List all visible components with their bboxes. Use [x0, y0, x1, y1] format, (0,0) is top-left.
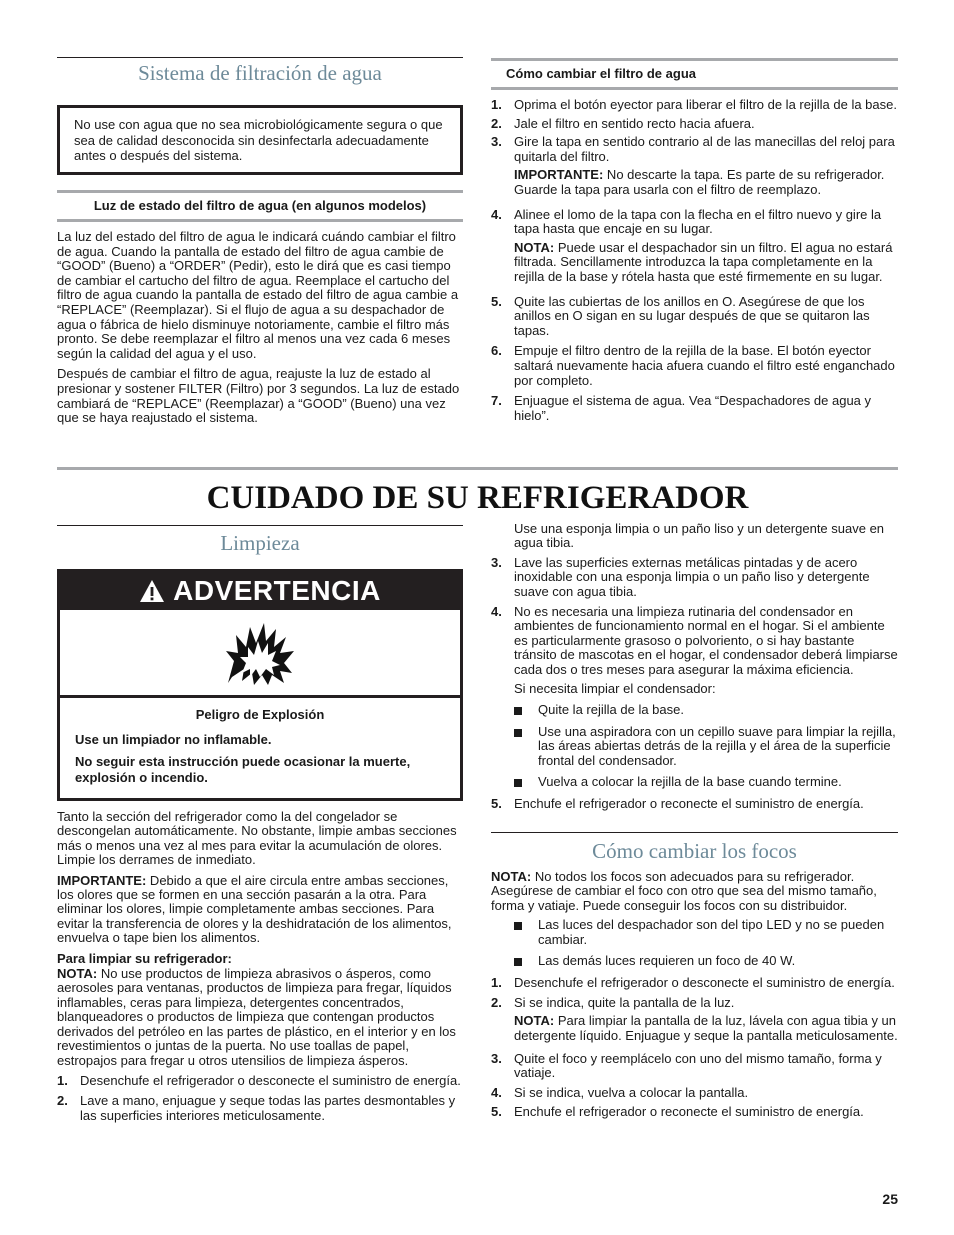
subheading-change-filter: Cómo cambiar el filtro de agua — [506, 66, 696, 81]
limpieza-para-1: Tanto la sección del refrigerador como la del congelador se descongelan automáticamente. No obstante, limpie ambas secciones más o menos una vez al mes para evitar la acumulación de olores. Limpie los derrames de inmediato. — [57, 809, 457, 868]
page-title: CUIDADO DE SU REFRIGERADOR — [206, 480, 749, 516]
step-4-note: NOTA: Puede usar el despachador sin un filtro. El agua no estará filtrada. Sencillamente introduzca la tapa completamente en la rejilla de la base y rótela hasta que esté firmemente en su lugar. — [514, 239, 893, 284]
list-item: 2. Si se indica, quite la pantalla de la luz. — [491, 994, 735, 1010]
gray-rule — [491, 87, 898, 90]
gray-rule — [491, 58, 898, 61]
list-item: 1. Desenchufe el refrigerador o desconecte el suministro de energía. — [491, 975, 895, 991]
list-item: 3. Gire la tapa en sentido contrario al de las manecillas del reloj para quitarla del filtro. — [491, 134, 895, 164]
list-item: Quite la rejilla de la base. — [491, 703, 898, 717]
gray-rule — [57, 219, 463, 222]
explosion-symbol-area — [60, 610, 460, 698]
list-item: 4. Si se indica, vuelva a colocar la pantalla. — [491, 1084, 749, 1100]
focos-note: NOTA: No todos los focos son adecuados para su refrigerador. Asegúrese de cambiar el foco con otro que sea del mismo tamaño, forma y vatiaje. Puede conseguir los focos con su distribuidor. — [491, 869, 877, 913]
warning-word: ADVERTENCIA — [173, 575, 381, 606]
list-item: Use una aspiradora con un cepillo suave para limpiar la rejilla, las áreas abiertas detrás de la rejilla y el área de la superficie frontal del condensador. — [491, 725, 898, 768]
list-item: 6. Empuje el filtro dentro de la rejilla de la base. El botón eyector saltará nuevamente hacia afuera cuando el filtro esté enganchado por completo. — [491, 343, 895, 388]
list-item: 4. Alinee el lomo de la tapa con la flecha en el filtro nuevo y gire la tapa hasta que encaje en su lugar. — [491, 206, 882, 237]
change-filter-steps — [491, 98, 898, 427]
limpieza-note: NOTA: No use productos de limpieza abrasivos o ásperos, como aerosoles para ventanas, productos de limpieza para fregar, líquidos inflamables, ceras para limpieza, detergentes concentrados, blanqueadores o productos de limpieza que contengan productos derivados del petróleo en las partes de plástico, en el interior y en los revestimientos o juntas de la puerta. No use toallas de papel, estropajos para fregar u otros utensilios de limpieza ásperos. — [57, 966, 456, 1068]
gray-rule — [57, 190, 463, 193]
rule-limpieza — [57, 525, 463, 526]
list-item: 5. Quite las cubiertas de los anillos en O. Asegúrese de que los anillos en O sigan en su lugar después de que se quitaron las tapas. — [491, 293, 870, 338]
page-number: 25 — [882, 1191, 898, 1207]
focos-step-2-note: NOTA: Para limpiar la pantalla de la luz, lávela con agua tibia y un detergente líquido. Enjuague y seque la pantalla meticulosamente. — [514, 1013, 898, 1043]
warning-triangle-icon — [139, 579, 165, 603]
filter-light-body — [57, 230, 463, 432]
list-item: 2. Jale el filtro en sentido recto hacia afuera. — [491, 115, 755, 131]
hazard-line-2: No seguir esta instrucción puede ocasionar la muerte, explosión o incendio. — [75, 754, 411, 785]
step-2-continued: Use una esponja limpia o un paño liso y un detergente suave en agua tibia. — [514, 521, 885, 551]
bullet-square — [514, 729, 522, 737]
list-item: Las luces del despachador son del tipo LED y no se pueden cambiar. — [491, 918, 898, 947]
warning-header — [60, 572, 460, 610]
filtration-notice-text: No use con agua que no sea microbiológicamente segura o que sea de calidad desconocida sin desinfectarla adecuadamente antes o después del sistema. — [74, 117, 443, 163]
filtration-notice-box — [57, 105, 463, 175]
list-item: 1. Oprima el botón eyector para liberar el filtro de la rejilla de la base. — [491, 97, 897, 112]
list-item: 5. Enchufe el refrigerador o reconecte el suministro de energía. — [491, 1104, 864, 1120]
hazard-title: Peligro de Explosión — [195, 707, 325, 722]
list-item: 1. Desenchufe el refrigerador o desconecte el suministro de energía. — [57, 1072, 461, 1088]
hazard-line-1: Use un limpiador no inflamable. — [75, 732, 272, 747]
gray-rule-full — [57, 467, 898, 470]
limpieza-para-2: IMPORTANTE: Debido a que el aire circula entre ambas secciones, los olores que se formen en una sección pasarán a la otra. Para eliminar los olores, limpie completamente ambas secciones. Para evitar la transferencia de olores y la deshidratación de los alimentos, envuelva o tape bien los alimentos. — [57, 872, 452, 946]
warning-box — [57, 569, 463, 801]
list-item: 2. Lave a mano, enjuague y seque todas las partes desmontables y las superficies interiores meticulosamente. — [57, 1093, 456, 1123]
explosion-icon — [224, 621, 296, 685]
step-3-note: IMPORTANTE: No descarte la tapa. Es parte de su refrigerador. Guarde la tapa para usarla con el filtro de reemplazo. — [514, 167, 885, 197]
list-item: 3. Lave las superficies externas metálicas pintadas y de acero inoxidable con una esponja limpia o un paño liso y detergente suave con agua tibia. — [491, 554, 870, 599]
section-heading-filtration: Sistema de filtración de agua — [138, 61, 382, 85]
limpieza-body — [57, 810, 463, 1127]
top-rule-left — [57, 57, 463, 58]
rule-focos — [491, 832, 898, 833]
bullet-square — [514, 779, 522, 787]
bullet-square — [514, 922, 522, 930]
list-item: 4. No es necesaria una limpieza rutinaria del condensador en ambientes de funcionamiento normal en el hogar. Si el ambiente es particularmente grasoso o polvoriento, o si hay bastante tránsito de mascotas en el hogar, el condensador deberá limpiarse cada dos o tres meses para asegurar la máxima eficiencia. — [491, 604, 898, 677]
bullet-square — [514, 707, 522, 715]
list-item: 7. Enjuague el sistema de agua. Vea “Despachadores de agua y hielo”. — [491, 393, 872, 423]
list-item: 3. Quite el foco y reemplácelo con uno del mismo tamaño, forma y vatiaje. — [491, 1051, 882, 1081]
bullet-square — [514, 958, 522, 966]
hazard-text — [60, 698, 460, 786]
list-item: 5. Enchufe el refrigerador o reconecte el suministro de energía. — [491, 795, 864, 811]
filter-light-para-1: La luz del estado del filtro de agua le indicará cuándo cambiar el filtro de agua. Cuando la pantalla de estado del filtro de agua cambie de “GOOD” (Bueno) a “ORDER” (Pedir), esto le dirá que es casi tiempo de cambiar el cartucho del filtro de agua. Reemplace el cartucho del filtro de agua cuando la pantalla de estado del filtro de agua cambie a “REPLACE” (Reemplazar). Si el flujo de agua a su despachador de agua o fábrica de hielo disminuye notoriamente, cambie el filtro más pronto. Se debe reemplazar el filtro al menos una vez cada 6 meses según la calidad del agua y el uso. — [57, 229, 459, 361]
limpieza-sub-label: Para limpiar su refrigerador: — [57, 950, 232, 966]
list-item: Las demás luces requieren un foco de 40 W. — [491, 954, 898, 968]
subheading-filter-light: Luz de estado del filtro de agua (en algunos modelos) — [93, 198, 427, 213]
filter-light-para-2: Después de cambiar el filtro de agua, reajuste la luz de estado al presionar y sostener FILTER (Filtro) por 3 segundos. La luz de estado cambiará de “REPLACE” (Reemplazar) a “GOOD” (Bueno) una vez que se haya reajustado el sistema. — [57, 366, 460, 426]
condenser-intro: Si necesita limpiar el condensador: — [514, 681, 716, 697]
list-item: Vuelva a colocar la rejilla de la base cuando termine. — [491, 775, 898, 789]
section-heading-focos: Cómo cambiar los focos — [592, 839, 797, 863]
focos-body — [491, 870, 898, 1124]
cleaning-steps-continued — [491, 522, 898, 815]
section-heading-limpieza: Limpieza — [220, 531, 300, 555]
